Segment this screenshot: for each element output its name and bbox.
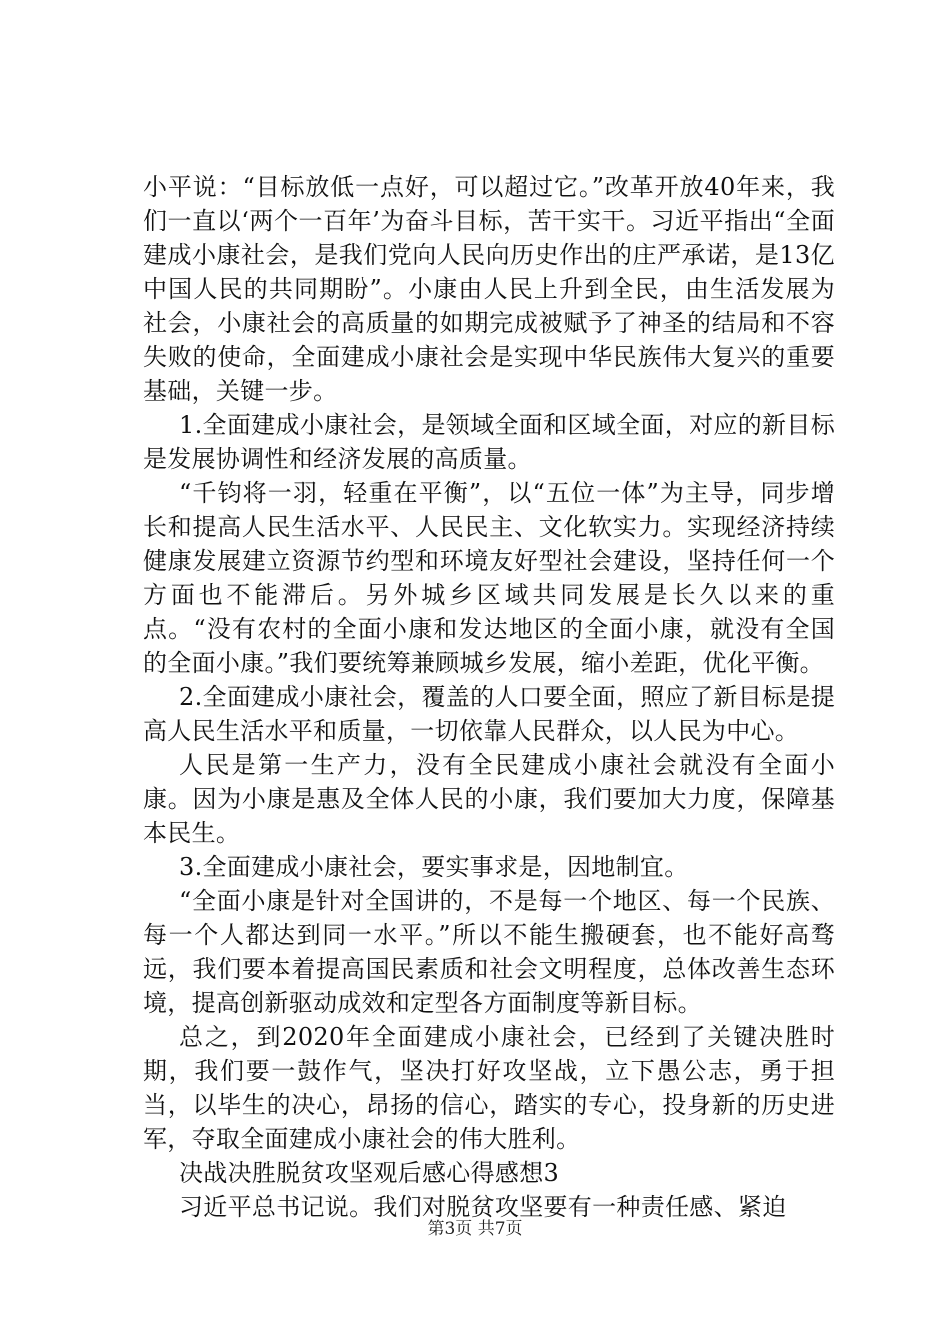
paragraph-point-1: 1.全面建成小康社会，是领域全面和区域全面，对应的新目标是发展协调性和经济发展的高质量。 — [143, 411, 835, 473]
paragraph-overall: “全面小康是针对全国讲的，不是每一个地区、每一个民族、每一个人都达到同一水平。”所以不能生搬硬套，也不能好高骛远，我们要本着提高国民素质和社会文明程度，总体改善生态环境，提高创新驱动成效和定型各方面制度等新目标。 — [143, 887, 835, 1017]
document-body — [143, 170, 835, 1224]
paragraph-section-start: 习近平总书记说。我们对脱贫攻坚要有一种责任感、紧迫 — [179, 1193, 787, 1221]
paragraph-balance: “千钧将一羽，轻重在平衡”，以“五位一体”为主导，同步增长和提高人民生活水平、人民民主、文化软实力。实现经济持续健康发展建立资源节约型和环境友好型社会建设，坚持任何一个方面也不能滞后。另外城乡区域共同发展是长久以来的重点。“没有农村的全面小康和发达地区的全面小康，就没有全国的全面小康。”我们要统筹兼顾城乡发展，缩小差距，优化平衡。 — [143, 479, 835, 677]
paragraph-intro: 小平说：“目标放低一点好，可以超过它。”改革开放40年来，我们一直以‘两个一百年’为奋斗目标，苦干实干。习近平指出“全面建成小康社会，是我们党向人民向历史作出的庄严承诺，是13亿中国人民的共同期盼”。小康由人民上升到全民，由生活发展为社会，小康社会的高质量的如期完成被赋予了神圣的结局和不容失败的使命，全面建成小康社会是实现中华民族伟大复兴的重要基础，关键一步。 — [143, 173, 835, 405]
page-number-footer: 第3页 共7页 — [427, 1219, 523, 1239]
section-heading: 决战决胜脱贫攻坚观后感心得感想3 — [179, 1159, 560, 1187]
paragraph-point-3: 3.全面建成小康社会，要实事求是，因地制宜。 — [179, 853, 689, 881]
paragraph-people: 人民是第一生产力，没有全民建成小康社会就没有全面小康。因为小康是惠及全体人民的小康，我们要加大力度，保障基本民生。 — [143, 751, 835, 847]
paragraph-point-2: 2.全面建成小康社会，覆盖的人口要全面，照应了新目标是提高人民生活水平和质量，一切依靠人民群众，以人民为中心。 — [143, 683, 835, 745]
paragraph-conclusion: 总之，到2020年全面建成小康社会，已经到了关键决胜时期，我们要一鼓作气，坚决打好攻坚战，立下愚公志，勇于担当，以毕生的决心，昂扬的信心，踏实的专心，投身新的历史进军，夺取全面建成小康社会的伟大胜利。 — [143, 1023, 835, 1153]
